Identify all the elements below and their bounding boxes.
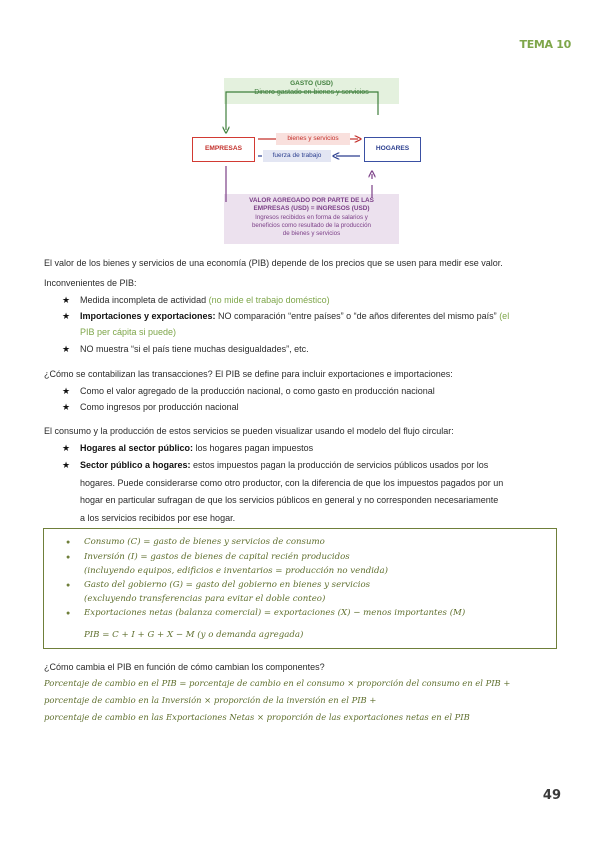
fuerza-label: fuerza de trabajo: [263, 150, 331, 162]
inconveniente-2: Importaciones y exportaciones: NO comparación “entre países” o “de años diferentes del mismo país” (el PIB per cápita si puede): [80, 311, 510, 337]
star-bullet: ★: [62, 460, 71, 470]
chapter-tag: TEMA 10: [519, 38, 571, 51]
formula-consumo: Consumo (C) = gasto de bienes y servicios de consumo: [84, 537, 325, 547]
circular-flow-diagram: [192, 78, 430, 244]
flujo-title: El consumo y la producción de estos servicios se pueden visualizar usando el modelo del flujo circular:: [44, 426, 454, 436]
valor-arrow-2: [226, 190, 232, 198]
gasto-title: GASTO (USD): [290, 80, 333, 87]
flujo-2: Sector público a hogares: estos impuestos pagan la producción de servicios públicos usados por los hogares. Puede considerarse como otro productor, con la diferencia de que los impuestos pagados por un hogar en particular sufragan de que los servicios públicos en general y no corresponden necesariamente a los servicios recibidos por ese hogar.: [80, 460, 504, 523]
cambio-title: ¿Cómo cambia el PIB en función de cómo cambian los componentes?: [44, 662, 325, 672]
formula-inversion: Inversión (I) = gastos de bienes de capital recién producidos: [84, 552, 350, 562]
gasto-subtitle: Dinero gastado en bienes y servicios: [254, 89, 369, 96]
inconvenientes-title: Inconvenientes de PIB:: [44, 278, 137, 288]
hogares-box: HOGARES: [364, 137, 421, 162]
valor-title: VALOR AGREGADO POR PARTE DE LAS EMPRESAS (USD) = INGRESOS (USD): [249, 197, 374, 212]
bienes-label: bienes y servicios: [276, 133, 350, 145]
transacciones-title: ¿Cómo se contabilizan las transacciones? El PIB se define para incluir exportaciones e importaciones:: [44, 369, 453, 379]
formula-inversion-note: (incluyendo equipos, edificios e inventarios = producción no vendida): [84, 566, 389, 576]
inconveniente-1: Medida incompleta de actividad (no mide el trabajo doméstico): [80, 295, 330, 305]
star-bullet: ★: [62, 443, 71, 453]
inconveniente-3: NO muestra “si el país tiene muchas desigualdades”, etc.: [80, 344, 309, 354]
formulas-box: [43, 528, 557, 649]
intro-paragraph: El valor de los bienes y servicios de una economía (PIB) depende de los precios que se usen para medir ese valor.: [44, 258, 503, 268]
valor-subtitle: Ingresos recibidos en forma de salarios y beneficios como resultado de la producción de bienes y servicios: [251, 214, 371, 237]
empresas-box: EMPRESAS: [192, 137, 255, 162]
formula-bullet: ●: [66, 554, 71, 561]
cambio-line-3: porcentaje de cambio en las Exportaciones Netas × proporción de las exportaciones netas en el PIB: [44, 712, 470, 722]
formula-pib: PIB = C + I + G + X − M (y o demanda agregada): [84, 630, 304, 640]
star-bullet: ★: [62, 311, 71, 321]
star-bullet: ★: [62, 386, 71, 396]
transaccion-1: Como el valor agregado de la producción nacional, o como gasto en producción nacional: [80, 386, 435, 396]
formula-gasto-gobierno: Gasto del gobierno (G) = gasto del gobierno en bienes y servicios: [84, 580, 371, 590]
transaccion-2: Como ingresos por producción nacional: [80, 402, 239, 412]
formula-bullet: ●: [66, 610, 71, 617]
gasto-arrow: [226, 92, 378, 136]
formula-gasto-gobierno-note: (excluyendo transferencias para evitar el doble conteo): [84, 594, 326, 604]
page-number: 49: [542, 788, 561, 803]
cambio-line-2: porcentaje de cambio en la Inversión × proporción de la inversión en el PIB +: [44, 695, 377, 705]
formula-bullet: ●: [66, 582, 71, 589]
cambio-line-1: Porcentaje de cambio en el PIB = porcentaje de cambio en el consumo × proporción del consumo en el PIB +: [44, 678, 511, 688]
star-bullet: ★: [62, 295, 71, 305]
star-bullet: ★: [62, 344, 71, 354]
flujo-1: Hogares al sector público: los hogares pagan impuestos: [80, 443, 314, 453]
formula-bullet: ●: [66, 539, 71, 546]
formula-exportaciones: Exportaciones netas (balanza comercial) = exportaciones (X) − menos importantes (M): [84, 608, 466, 618]
star-bullet: ★: [62, 402, 71, 412]
